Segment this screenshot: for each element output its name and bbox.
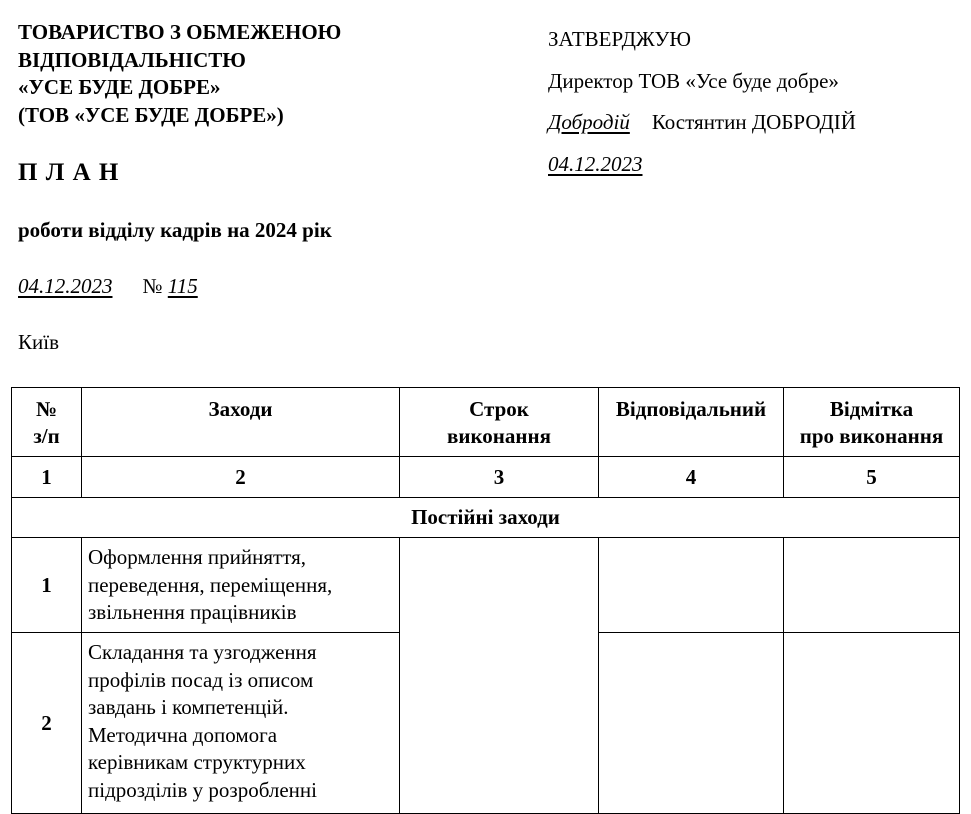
column-number: 4 xyxy=(599,457,784,498)
column-number: 1 xyxy=(12,457,82,498)
document-subtitle: роботи відділу кадрів на 2024 рік xyxy=(18,218,332,242)
table-header-row xyxy=(12,388,960,457)
document-date: 04.12.2023 xyxy=(18,274,113,298)
header-measures: Заходи xyxy=(82,388,400,457)
document-type-title: П Л А Н xyxy=(18,159,120,186)
approval-date: 04.12.2023 xyxy=(548,151,643,176)
approval-date-line xyxy=(548,144,856,186)
row-measure[interactable]: Складання та узгодження профілів посад із описом завдань і компетенцій. Методична допомога керівникам структурних підрозділів у розробленні xyxy=(82,633,400,814)
table-row xyxy=(12,538,960,633)
org-line: (ТОВ «УСЕ БУДЕ ДОБРЕ») xyxy=(18,102,284,127)
header-responsible: Відповідальний xyxy=(599,388,784,457)
section-title: Постійні заходи xyxy=(12,498,960,538)
row-measure[interactable]: Оформлення прийняття, переведення, переміщення, звільнення працівників xyxy=(82,538,400,633)
row-deadline[interactable] xyxy=(400,538,599,814)
org-line: «УСЕ БУДЕ ДОБРЕ» xyxy=(18,75,221,99)
plan-table xyxy=(11,387,960,814)
row-completion-mark[interactable] xyxy=(784,538,960,633)
row-number: 1 xyxy=(12,538,82,633)
approver-name: Костянтин ДОБРОДІЙ xyxy=(651,110,856,134)
row-responsible[interactable] xyxy=(599,633,784,814)
document-number: 115 xyxy=(167,274,198,298)
row-number: 2 xyxy=(12,633,82,814)
column-number: 2 xyxy=(82,457,400,498)
org-line: ТОВАРИСТВО З ОБМЕЖЕНОЮ xyxy=(18,20,342,44)
approver-signature: Добродій xyxy=(548,110,630,134)
header-number: № з/п xyxy=(12,388,82,457)
approval-stamp: ЗАТВЕРДЖУЮ xyxy=(548,27,691,51)
document-city: Київ xyxy=(18,330,59,354)
document-date-number xyxy=(18,273,198,300)
row-completion-mark[interactable] xyxy=(784,633,960,814)
column-number: 3 xyxy=(400,457,599,498)
section-row xyxy=(12,498,960,538)
approver-signature-line xyxy=(548,102,856,144)
row-responsible[interactable] xyxy=(599,538,784,633)
header-deadline: Строк виконання xyxy=(400,388,599,457)
column-number-row xyxy=(12,457,960,498)
organization-name xyxy=(18,19,341,129)
column-number: 5 xyxy=(784,457,960,498)
org-line: ВІДПОВІДАЛЬНІСТЮ xyxy=(18,47,246,72)
header-completion-mark: Відмітка про виконання xyxy=(784,388,960,457)
approval-block xyxy=(548,19,856,185)
number-sign: № xyxy=(142,274,163,298)
approver-position: Директор ТОВ «Усе буде добре» xyxy=(548,68,839,93)
